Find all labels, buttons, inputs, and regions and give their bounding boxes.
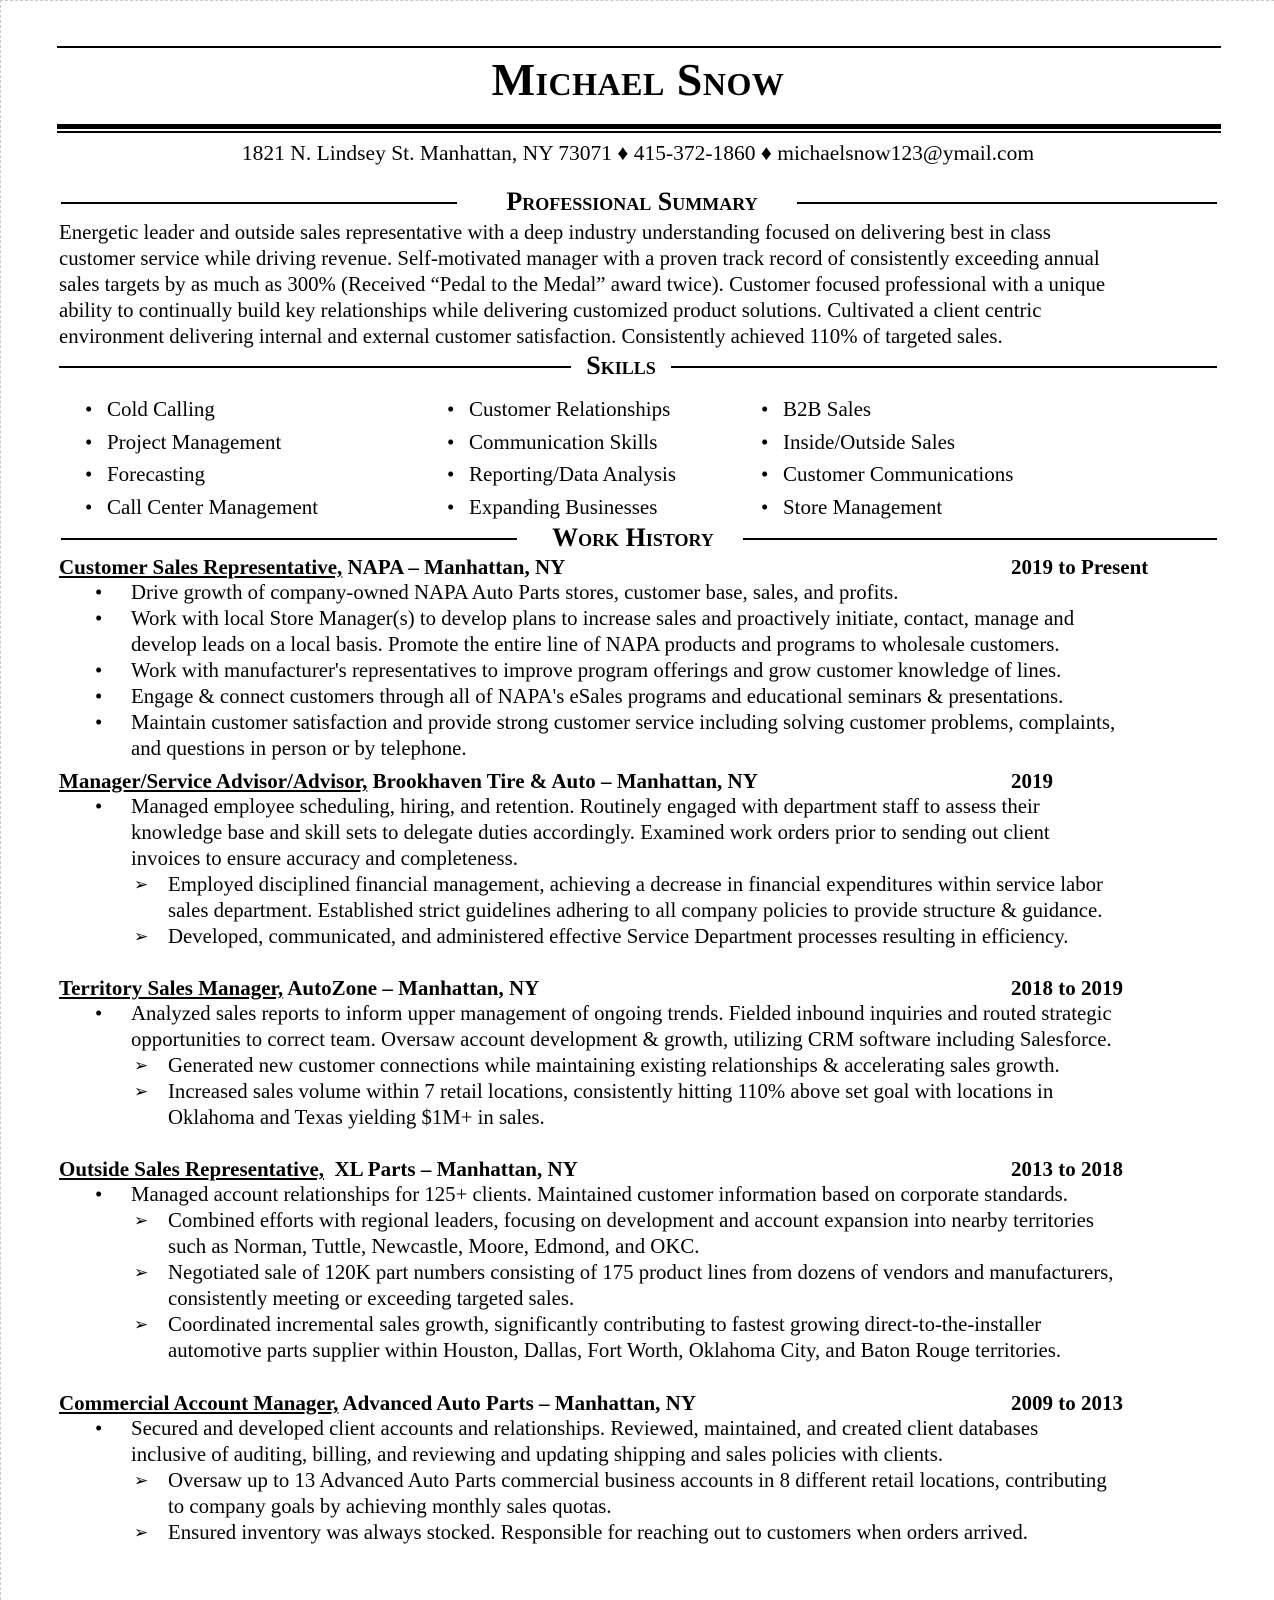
job-header xyxy=(59,1156,1229,1182)
bullet-line: develop leads on a local basis. Promote the entire line of NAPA products and programs to wholesale customers. xyxy=(131,633,1060,656)
bullet-line: • Work with local Store Manager(s) to develop plans to increase sales and proactively initiate, contact, manage and xyxy=(131,607,1075,630)
skill-item: • Inside/Outside Sales xyxy=(761,426,1013,459)
job-bullets xyxy=(59,1416,1229,1546)
summary-line: customer service while driving revenue. Self-motivated manager with a proven track record of consistently exceeding annual xyxy=(59,247,1100,270)
bullet-line: knowledge base and skill sets to delegate duties accordingly. Examined work orders prior to sending out client xyxy=(131,821,1050,844)
skill-item: • Cold Calling xyxy=(85,393,318,426)
job-entry xyxy=(59,768,1229,950)
bullet-line: ➢ Ensured inventory was always stocked. Responsible for reaching out to customers when orders arrived. xyxy=(168,1521,1028,1544)
job-dates: 2019 to Present xyxy=(1011,555,1149,579)
skill-item: • Reporting/Data Analysis xyxy=(447,458,676,491)
bullet-line: sales department. Established strict guidelines adhering to all company policies to provide structure & guidance. xyxy=(168,899,1103,922)
bullet-line: opportunities to correct team. Oversaw account development & growth, utilizing CRM software including Salesforce. xyxy=(131,1028,1112,1051)
name-rule-thick xyxy=(57,124,1221,129)
bullet-line: • Analyzed sales reports to inform upper management of ongoing trends. Fielded inbound inquiries and routed strategic xyxy=(131,1002,1112,1025)
sub-bullet-item xyxy=(59,1053,1229,1079)
job-entry xyxy=(59,1390,1229,1546)
job-role: Manager/Service Advisor/Advisor, xyxy=(59,769,368,793)
job-entry xyxy=(59,1156,1229,1364)
bullet-line: • Engage & connect customers through all of NAPA's eSales programs and educational seminars & presentations. xyxy=(131,685,1064,708)
bullet-line: automotive parts supplier within Houston, Dallas, Fort Worth, Oklahoma City, and Baton Rouge territories. xyxy=(168,1339,1062,1362)
job-bullets xyxy=(59,1182,1229,1364)
sub-bullet-item xyxy=(59,1260,1229,1312)
bullet-line: ➢ Generated new customer connections while maintaining existing relationships & accelerating sales growth. xyxy=(168,1054,1060,1077)
job-role: Commercial Account Manager, xyxy=(59,1391,339,1415)
bullet-line: ➢ Negotiated sale of 120K part numbers consisting of 175 product lines from dozens of vendors and manufacturers, xyxy=(168,1261,1114,1284)
bullet-line: ➢ Developed, communicated, and administered effective Service Department processes resulting in efficiency. xyxy=(168,925,1069,948)
bullet-line: • Work with manufacturer's representatives to improve program offerings and grow customer knowledge of lines. xyxy=(131,659,1062,682)
sub-bullet-item xyxy=(59,1520,1229,1546)
work-rule-left xyxy=(61,538,517,540)
job-dates: 2013 to 2018 xyxy=(1011,1157,1123,1181)
job-entry xyxy=(59,554,1229,762)
bullet-line: • Maintain customer satisfaction and provide strong customer service including solving customer problems, complaints, xyxy=(131,711,1116,734)
job-role: Outside Sales Representative, xyxy=(59,1157,325,1181)
contact-line: 1821 N. Lindsey St. Manhattan, NY 73071 ♦ 415-372-1860 ♦ michaelsnow123@ymail.com xyxy=(241,141,1035,165)
summary-title: Professional Summary xyxy=(506,187,758,216)
skill-item: • Expanding Businesses xyxy=(447,491,676,524)
sub-bullet-item xyxy=(59,1312,1229,1364)
job-header xyxy=(59,1390,1229,1416)
bullet-line: • Managed employee scheduling, hiring, and retention. Routinely engaged with department staff to assess their xyxy=(131,795,1040,818)
bullet-line: ➢ Combined efforts with regional leaders, focusing on development and account expansion into nearby territories xyxy=(168,1209,1094,1232)
skills-title: Skills xyxy=(586,351,656,380)
bullet-item xyxy=(59,658,1229,684)
skills-column-3 xyxy=(761,393,1013,524)
bullet-line: ➢ Coordinated incremental sales growth, significantly contributing to fastest growing direct-to-the-installer xyxy=(168,1313,1042,1336)
summary-line: environment delivering internal and external customer satisfaction. Consistently achieved 110% of targeted sales. xyxy=(59,325,1003,348)
job-company: NAPA – Manhattan, NY xyxy=(342,555,566,579)
summary-line: Energetic leader and outside sales representative with a deep industry understanding focused on delivering best in class xyxy=(59,221,1051,244)
skills-column-2 xyxy=(447,393,676,524)
skill-item: • Project Management xyxy=(85,426,318,459)
skill-item: • Call Center Management xyxy=(85,491,318,524)
job-company: Brookhaven Tire & Auto – Manhattan, NY xyxy=(367,769,758,793)
job-dates: 2018 to 2019 xyxy=(1011,976,1123,1000)
skill-item: • Forecasting xyxy=(85,458,318,491)
sub-bullet-item xyxy=(59,1468,1229,1520)
job-bullets xyxy=(59,1001,1229,1131)
job-bullets xyxy=(59,794,1229,950)
skills-column-1 xyxy=(85,393,318,524)
bullet-item xyxy=(59,684,1229,710)
bullet-line: • Secured and developed client accounts and relationships. Reviewed, maintained, and created client databases xyxy=(131,1417,1039,1440)
summary-text xyxy=(59,220,1229,350)
summary-line: sales targets by as much as 300% (Received “Pedal to the Medal” award twice). Customer focused professional with a unique xyxy=(59,273,1106,296)
bullet-item xyxy=(59,1001,1229,1053)
job-dates: 2009 to 2013 xyxy=(1011,1391,1123,1415)
job-role: Customer Sales Representative, xyxy=(59,555,343,579)
candidate-name: Michael Snow xyxy=(491,54,785,105)
bullet-line: ➢ Increased sales volume within 7 retail locations, consistently hitting 110% above set goal with locations in xyxy=(168,1080,1054,1103)
job-role: Territory Sales Manager, xyxy=(59,976,284,1000)
job-company: Advanced Auto Parts – Manhattan, NY xyxy=(338,1391,696,1415)
bullet-line: consistently meeting or exceeding targeted sales. xyxy=(168,1287,575,1310)
skill-item: • Customer Communications xyxy=(761,458,1013,491)
job-header xyxy=(59,768,1229,794)
job-header xyxy=(59,554,1229,580)
bullet-line: inclusive of auditing, billing, and reviewing and updating shipping and sales policies with clients. xyxy=(131,1443,944,1466)
summary-heading xyxy=(61,187,1217,217)
job-entry xyxy=(59,975,1229,1131)
bullet-item xyxy=(59,794,1229,872)
skills-rule-left xyxy=(59,366,571,368)
work-history-title: Work History xyxy=(552,523,714,552)
job-bullets xyxy=(59,580,1229,762)
bullet-item xyxy=(59,1182,1229,1208)
bullet-line: such as Norman, Tuttle, Newcastle, Moore, Edmond, and OKC. xyxy=(168,1235,700,1258)
summary-rule-left xyxy=(61,202,457,204)
sub-bullet-item xyxy=(59,1208,1229,1260)
bullet-line: invoices to ensure accuracy and completeness. xyxy=(131,847,518,870)
job-company: XL Parts – Manhattan, NY xyxy=(324,1157,578,1181)
bullet-line: and questions in person or by telephone. xyxy=(131,737,467,760)
skill-item: • B2B Sales xyxy=(761,393,1013,426)
bullet-line: • Drive growth of company-owned NAPA Auto Parts stores, customer base, sales, and profits. xyxy=(131,581,899,604)
bullet-item xyxy=(59,1416,1229,1468)
bullet-item xyxy=(59,580,1229,606)
job-dates: 2019 xyxy=(1011,769,1053,793)
skill-item: • Customer Relationships xyxy=(447,393,676,426)
job-header xyxy=(59,975,1229,1001)
bullet-item xyxy=(59,710,1229,762)
skills-rule-right xyxy=(671,366,1217,368)
bullet-line: • Managed account relationships for 125+ clients. Maintained customer information based on corporate standards. xyxy=(131,1183,1068,1206)
bullet-line: ➢ Oversaw up to 13 Advanced Auto Parts commercial business accounts in 8 different retail locations, contributing xyxy=(168,1469,1107,1492)
work-rule-right xyxy=(743,538,1217,540)
sub-bullet-item xyxy=(59,872,1229,924)
summary-rule-right xyxy=(797,202,1217,204)
skill-item: • Communication Skills xyxy=(447,426,676,459)
sub-bullet-item xyxy=(59,1079,1229,1131)
skills-heading xyxy=(59,351,1217,381)
job-company: AutoZone – Manhattan, NY xyxy=(283,976,540,1000)
work-history-heading xyxy=(61,523,1217,553)
bullet-line: ➢ Employed disciplined financial management, achieving a decrease in financial expenditures within service labor xyxy=(168,873,1103,896)
top-rule xyxy=(57,46,1221,48)
summary-line: ability to continually build key relationships while delivering customized product solutions. Cultivated a client centric xyxy=(59,299,1042,322)
sub-bullet-item xyxy=(59,924,1229,950)
bullet-item xyxy=(59,606,1229,658)
name-rule-thin xyxy=(57,131,1221,133)
bullet-line: Oklahoma and Texas yielding $1M+ in sales. xyxy=(168,1106,545,1129)
skill-item: • Store Management xyxy=(761,491,1013,524)
bullet-line: to company goals by achieving monthly sales quotas. xyxy=(168,1495,612,1518)
